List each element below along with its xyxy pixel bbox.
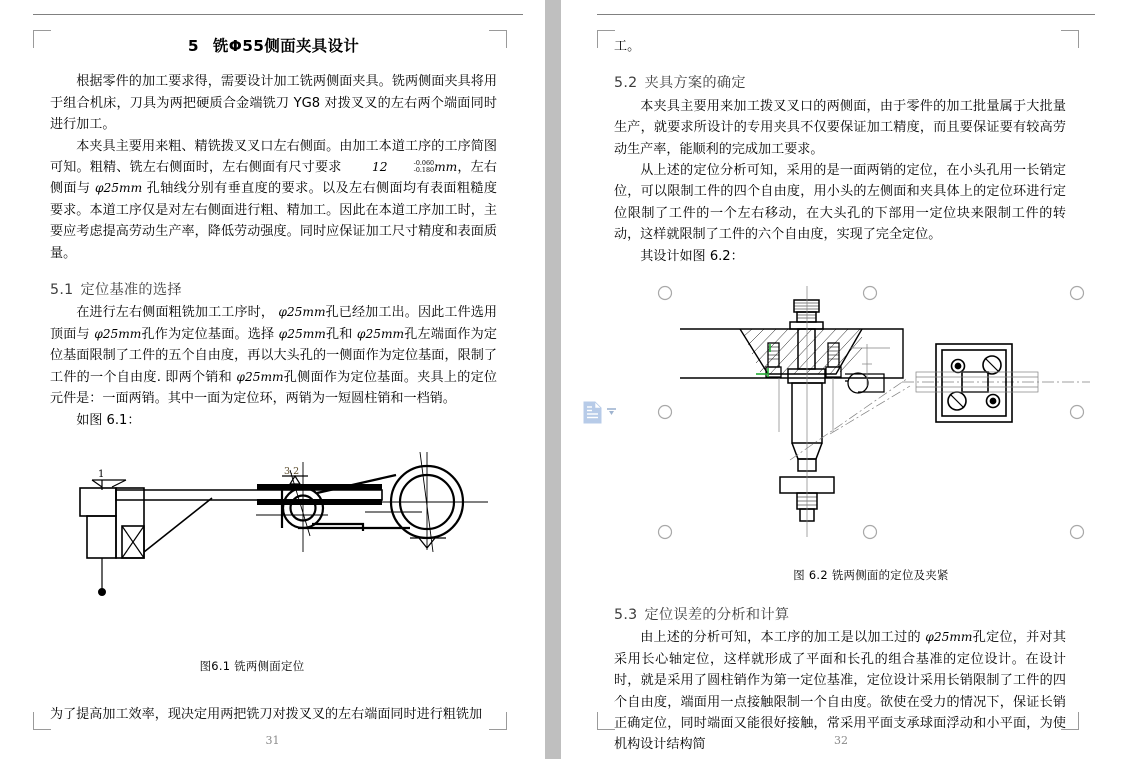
page-number-right: 32 — [834, 734, 848, 747]
tolerance-unit: mm — [434, 160, 458, 175]
paragraph-fixture-purpose — [50, 136, 497, 264]
section-heading-5-1 — [50, 280, 497, 301]
para2-after: 孔轴线分别有垂直度的要求。以及左右侧面均有表面粗糙度要求。本道工序仅是对左右侧面进行粗、精加工。因此在本道工序加工时，主要应考虑提高劳动生产率，降低劳动强度。同时应保证加工尺寸精度和表面质量。 — [50, 181, 497, 261]
section-5-1-title: 定位基准的选择 — [80, 282, 182, 299]
section-5-2-number: 5.2 — [614, 75, 638, 92]
para2-before-tolerance: 本夹具主要用来粗、精铣拨叉叉口左右侧面。由加工本道工序的工序简图可知。粗精、铣左右侧面时，左右侧面有尺寸要求 — [50, 138, 497, 176]
left-page-closing — [50, 704, 497, 725]
paragraph-5-2-a: 本夹具主要用来加工拨叉叉口的两侧面，由于零件的加工批量属于大批量生产，就要求所设计的专用夹具不仅要保证加工精度，而且要保证要有较高劳动生产率，能顺利的完成加工要求。 — [614, 98, 1066, 157]
p5-1-part6: 孔侧面作为定位基面。夹具上的定位元件是：一面两销。其中一面为定位环，两销为一短圆柱销和一档销。 — [50, 369, 497, 407]
chevron-down-icon[interactable] — [606, 407, 617, 417]
left-page-body — [50, 36, 497, 431]
phi-25mm-4: φ25mm — [278, 326, 326, 341]
p5-3-part2: 孔定位，并对其采用长心轴定位，这样就形成了平面和长孔的组合基准的定位设计。在设计时，就是采用了圆柱销作为第一定位基准，定位设计采用长销限制了工件的四个自由度，端面用一点接触限制一个自由度。欲使在受力的情况下，保证长销正确定位，同时端面又能很好接触，常采用平面支承球面浮动和小平面，为使机构设计结构简 — [614, 630, 1066, 753]
paragraph-closing-left: 为了提高加工效率，现决定用两把铣刀对拨叉叉的左右端面同时进行粗铣加 — [50, 707, 483, 722]
page-number-left: 31 — [265, 734, 280, 747]
phi-25mm-3: φ25mm — [94, 326, 142, 341]
tolerance-upper: -0.060 — [413, 159, 435, 168]
paragraph-intro: 根据零件的加工要求得，需要设计加工铣两侧面夹具。铣两侧面夹具将用于组合机床，刀具为两把硬质合金端铣刀 YG8 对拨叉叉的左右两个端面同时进行加工。 — [50, 74, 497, 133]
section-heading-5-2 — [614, 73, 1066, 94]
phi-25mm-1: φ25mm — [95, 181, 143, 196]
page-gutter — [545, 0, 561, 759]
figure-6-1-drawing[interactable] — [52, 440, 502, 620]
phi-25mm-7: φ25mm — [925, 630, 973, 645]
figure-6-2-svg — [640, 282, 1100, 567]
see-figure-6-2: 其设计如图 6.2： — [640, 248, 744, 264]
p5-1-part2: 孔已经加工出。因此工件选用顶面与 — [50, 305, 498, 342]
phi-25mm-6: φ25mm — [236, 369, 284, 384]
tolerance-base: 12 — [371, 160, 388, 175]
paste-document-icon[interactable] — [583, 401, 602, 424]
paste-options-smart-tag[interactable] — [583, 398, 625, 426]
figure-6-1-dimension-label: 1 — [98, 469, 105, 480]
tolerance-stack — [387, 160, 434, 173]
section-5-3-title: 定位误差的分析和计算 — [644, 607, 790, 623]
section-5-3-number: 5.3 — [614, 607, 638, 623]
page-left[interactable] — [0, 0, 545, 759]
margin-mark-top-left-right-page — [597, 30, 615, 48]
page-title — [50, 36, 497, 57]
section-heading-5-3 — [614, 605, 1066, 626]
figure-6-2-drawing[interactable] — [640, 282, 1100, 567]
figure-6-2-caption: 图 6.2 铣两侧面的定位及夹紧 — [793, 568, 949, 582]
p5-1-part3: 孔作为定位基面。选择 — [141, 326, 279, 342]
margin-mark-bottom-left — [33, 712, 51, 730]
tolerance-lower: -0.180 — [413, 165, 435, 174]
section-5-2-title: 夹具方案的确定 — [644, 75, 746, 92]
page-title-number: 5 — [187, 37, 199, 55]
phi-25mm-2: φ25mm — [278, 305, 326, 320]
page-top-rule-left — [33, 14, 523, 15]
p5-1-part4: 孔和 — [325, 326, 357, 342]
paragraph-datum-selection — [50, 302, 497, 409]
margin-mark-bottom-left-right-page — [597, 712, 615, 730]
para2-mid: ，左右侧面与 — [50, 160, 497, 197]
tolerance-dimension — [346, 157, 457, 178]
page-right[interactable] — [561, 0, 1121, 759]
phi-25mm-5: φ25mm — [356, 326, 405, 341]
see-figure-6-1: 如图 6.1： — [76, 412, 141, 428]
p5-3-part1: 由上述的分析可知，本工序的加工是以加工过的 — [640, 630, 926, 646]
section-5-1-number: 5.1 — [50, 282, 74, 299]
right-page-body — [614, 36, 1066, 267]
page-top-rule-right — [597, 14, 1095, 15]
margin-mark-top-left — [33, 30, 51, 48]
figure-6-1-caption: 图6.1 铣两侧面定位 — [199, 659, 305, 673]
p5-1-part1: 在进行左右侧面粗铣加工工序时， — [76, 305, 279, 321]
figure-6-1-svg — [52, 440, 502, 620]
page-title-text: 铣Φ55侧面夹具设计 — [212, 37, 360, 55]
p5-1-part5: 孔左端面作为定位基面限制了工件的五个自由度，再以大头孔的一侧面作为定位基面，限制了工件的一个自由度. 即两个销和 — [50, 326, 498, 385]
paragraph-carryover: 工。 — [614, 39, 641, 54]
figure-6-1-roughness-label: 3.2 — [284, 466, 300, 477]
paragraph-5-2-b: 从上述的定位分析可知，采用的是一面两销的定位，在小头孔用一长销定位，可以限制工件的四个自由度，用小头的左侧面和夹具体上的定位环进行定位限制了工件的一个左右移动，在大头孔的下部用一定位块来限制工件的转动，这样就限制了工件的六个自由度，实现了完全定位。 — [614, 163, 1066, 243]
selection-handles — [659, 287, 1084, 539]
